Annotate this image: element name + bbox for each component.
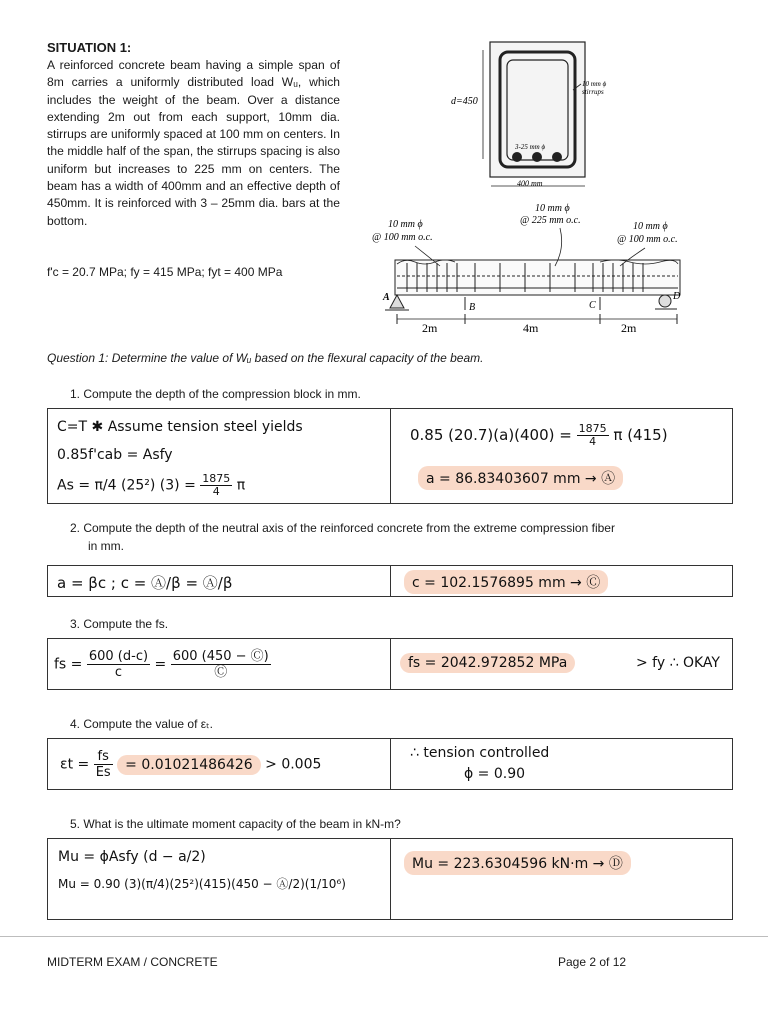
beam-cross-section bbox=[483, 42, 585, 186]
dim-mid: 4m bbox=[523, 321, 539, 335]
mid-stirrup-label-2: @ 225 mm o.c. bbox=[520, 215, 581, 226]
section-width-label: 400 mm bbox=[517, 179, 543, 188]
item-5-label: 5. What is the ultimate moment capacity of the beam in kN-m? bbox=[70, 817, 401, 831]
a5-line1: Mu = ϕAsfy (d − a/2) bbox=[58, 849, 206, 865]
support-d bbox=[659, 295, 671, 307]
situation-title: SITUATION 1: bbox=[47, 40, 132, 55]
left-stirrup-label-1: 10 mm ϕ bbox=[388, 219, 423, 230]
point-d: D bbox=[673, 291, 681, 302]
right-stirrup-label-1: 10 mm ϕ bbox=[633, 221, 668, 232]
answer-box-4-divider bbox=[390, 739, 391, 789]
item-4-label: 4. Compute the value of εₜ. bbox=[70, 717, 213, 731]
a3-check: > fy ∴ OKAY bbox=[636, 655, 720, 671]
point-a: A bbox=[383, 292, 390, 303]
stirrup-note-1: 10 mm ϕ bbox=[582, 80, 607, 88]
answer-box-1-divider bbox=[390, 409, 391, 503]
item-2-label: 2. Compute the depth of the neutral axis of the reinforced concrete from the extreme compression fiber bbox=[70, 521, 615, 535]
answer-box-1 bbox=[47, 408, 733, 504]
beam-figure bbox=[345, 38, 755, 338]
answer-box-2-divider bbox=[390, 566, 391, 596]
a5-result: Mu = 223.6304596 kN·m → Ⓓ bbox=[404, 851, 631, 875]
rebar-2 bbox=[532, 152, 542, 162]
footer-divider bbox=[0, 936, 768, 937]
point-b: B bbox=[469, 302, 476, 313]
a1-right-line1: 0.85 (20.7)(a)(400) = $\frac{1875}{4}$ π (415) bbox=[410, 422, 668, 448]
point-c: C bbox=[589, 300, 596, 311]
situation-text: A reinforced concrete beam having a simple span of 8m carries a uniformly distributed load Wᵤ, which includes the weight of the beam. Over a distance extending 2m out from each support, 10mm dia. stirrups are uniformly spaced at 100 mm on centers. In the middle half of the span, the stirrups spacing is also uniform but increases to 225 mm on centers. The beam has a width of 400mm and an effective depth of 450mm. It is reinforced with 3 – 25mm dia. bars at the bottom. bbox=[47, 58, 340, 228]
a5-line2: Mu = 0.90 (3)(π/4)(25²)(415)(450 − Ⓐ/2)(1/10⁶) bbox=[58, 877, 346, 891]
rebar-3 bbox=[552, 152, 562, 162]
answer-box-2 bbox=[47, 565, 733, 597]
answer-box-4 bbox=[47, 738, 733, 790]
dim-right: 2m bbox=[621, 321, 637, 335]
left-stirrup-label-2: @ 100 mm o.c. bbox=[372, 232, 433, 243]
bars-label: 3-25 mm ϕ bbox=[515, 143, 546, 151]
a4-left: εt = $\frac{fs}{Es}$ = 0.01021486426 > 0.005 bbox=[60, 749, 322, 780]
footer-exam-title: MIDTERM EXAM / CONCRETE bbox=[47, 955, 218, 969]
a4-phi: ϕ = 0.90 bbox=[464, 766, 526, 782]
dim-left: 2m bbox=[422, 321, 438, 335]
item-2-label-cont: in mm. bbox=[88, 539, 124, 553]
stirrup-note-2: stirrups bbox=[582, 88, 604, 96]
a1-line3: As = π/4 (25²) (3) = $\frac{1875}{4}$ π bbox=[57, 472, 246, 498]
rebar-1 bbox=[512, 152, 522, 162]
a2-result: c = 102.1576895 mm → Ⓒ bbox=[404, 570, 608, 594]
answer-box-3-divider bbox=[390, 639, 391, 689]
answer-box-3 bbox=[47, 638, 733, 690]
a1-line2: 0.85f'cab = Asfy bbox=[57, 447, 173, 463]
mid-stirrup-label-1: 10 mm ϕ bbox=[535, 203, 570, 214]
item-1-label: 1. Compute the depth of the compression block in mm. bbox=[70, 387, 361, 401]
footer-page-number: Page 2 of 12 bbox=[558, 955, 627, 969]
a3-result: fs = 2042.972852 MPa bbox=[400, 653, 575, 673]
a1-line1: C=T ✱ Assume tension steel yields bbox=[57, 419, 303, 435]
question-1: Question 1: Determine the value of Wᵤ based on the flexural capacity of the beam. bbox=[47, 351, 484, 365]
answer-box-5 bbox=[47, 838, 733, 920]
a4-tension-controlled: ∴ tension controlled bbox=[410, 745, 550, 761]
item-3-label: 3. Compute the fs. bbox=[70, 617, 169, 631]
material-properties: f'c = 20.7 MPa; fy = 415 MPa; fyt = 400 MPa bbox=[47, 265, 283, 279]
answer-box-5-divider bbox=[390, 839, 391, 919]
a2-left: a = βc ; c = Ⓐ/β = Ⓐ/β bbox=[57, 574, 233, 592]
a1-result: a = 86.83403607 mm → Ⓐ bbox=[418, 466, 623, 490]
right-stirrup-label-2: @ 100 mm o.c. bbox=[617, 234, 678, 245]
support-a bbox=[390, 295, 404, 308]
a3-left: fs = $\frac{600 (d-c)}{c}$ = $\frac{600 (450 - Ⓒ)}{Ⓒ}$ bbox=[54, 649, 269, 680]
section-depth-label: d=450 bbox=[451, 96, 478, 107]
